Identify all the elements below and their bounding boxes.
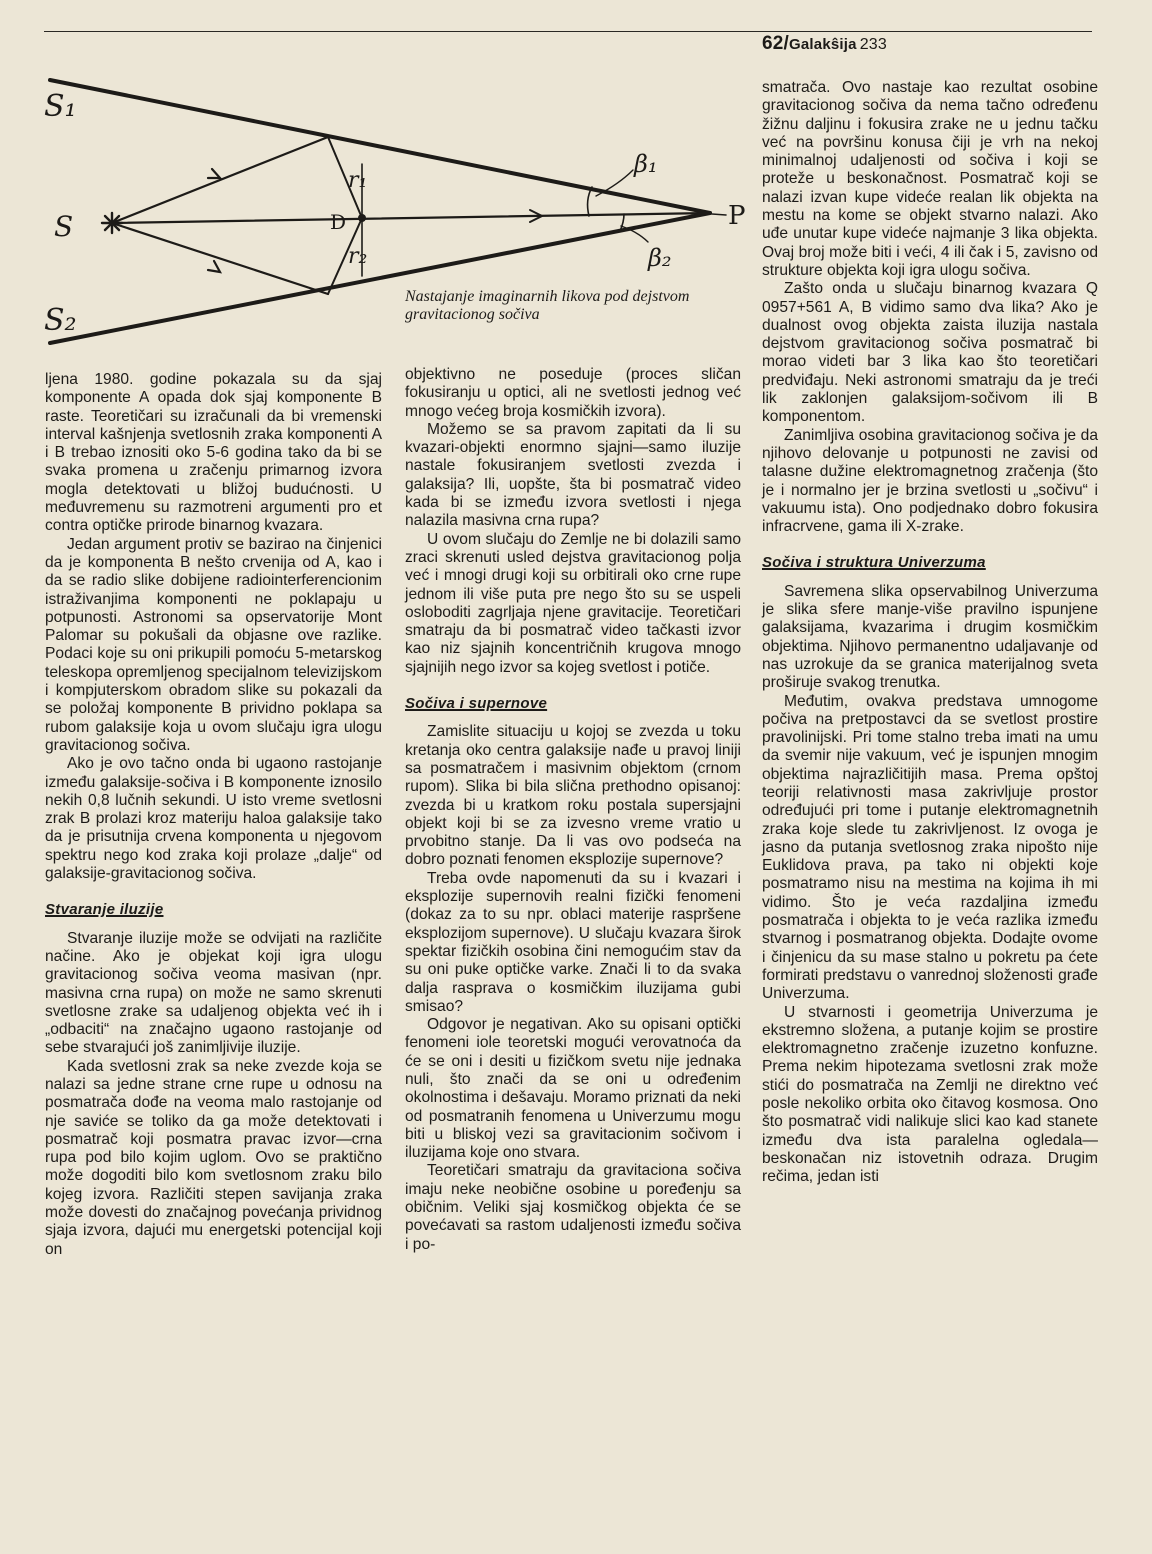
angle-arc-beta1: [588, 187, 592, 216]
issue-number: 233: [859, 36, 887, 53]
paragraph: Možemo se sa pravom zapitati da li su kvazari-objekti enormno sjajni—samo iluzije nastale fokusiranjem svetlosti zvezda i galaksija? Ili, uopšte, šta bi posmatrač video kada bi se između izvora svetlosti i njega nalazila masivna crna rupa?: [405, 420, 741, 530]
label-p: P: [728, 201, 746, 231]
p-pointer: [712, 214, 726, 215]
column-2: [405, 366, 741, 1254]
column-3: [762, 79, 1098, 1187]
lens-point: [358, 214, 366, 222]
ray-s-lower: [112, 223, 328, 294]
paragraph: smatrača. Ovo nastaje kao rezultat osobine gravitacionog sočiva da nema tačno određenu žižnu daljinu i fokusira zrake ne u jednu tačku već na površinu konusa čiji je vrh na nekoj minimalnoj udaljenosti od sočiva i koji se proteže u beskonačnost. Posmatrač koji se nalazi izvan kupe videće realan lik objekta na mestu na kome se objekt stvarno nalazi. Ako uđe unutar kupe videće najmanje 3 lika objekta. Ovaj broj može biti i veći, 4 ili čak i 5, zavisno od strukture objekta koji igra ulogu sočiva.: [762, 79, 1098, 279]
paragraph: Jedan argument protiv se bazirao na činjenici da je komponenta B nešto crvenija od A, kao i da se radio slike dobijene radiointerferencionim istraživanjima komponenti ne poklapaju u potpunosti. Astronomi sa opservatorije Mont Palomar su pokušali da objasne ove razlike. Podaci koje su oni prikupili pomoću 5-metarskog teleskopa opremljenog specijalnom televizijskom i kompjuterskom obradom slike su pokazali da se položaj komponente B prividno poklapa sa rubom galaksije koja u ovom slučaju igra ulogu gravitacionog sočiva.: [45, 535, 382, 754]
paragraph: U stvarnosti i geometrija Univerzuma je ekstremno složena, a putanje kojim se prostire elektromagnetno zračenje izuzetno konfuzne. Prema nekim hipotezama svetlosni zrak može stići do posmatrača na Zemlji ne direktno već posle nekoliko orbita oko čitavog kosmosa. Ono što posmatrač vidi nalikuje slici kao kad stanete između dva ista paralelna ogledala—beskonačan niz istovetnih odraza. Drugim rečima, jedan isti: [762, 1003, 1098, 1186]
paragraph: Odgovor je negativan. Ako su opisani optički fenomeni iole teoretski mogući verovatnoća da će se oni i desiti u fizičkom svetu nije jednaka nuli, što znači da se oni u određenim okolnostima i dešavaju. Moramo priznati da neki od posmatranih fenomena u Univerzumu mogu biti u bliskoj vezi sa gravitacionim sočivom i iluzijama koje ono stvara.: [405, 1016, 741, 1162]
label-beta2: β₂: [648, 244, 672, 272]
label-d: D: [330, 210, 347, 234]
paragraph: Kada svetlosni zrak sa neke zvezde koja se nalazi sa jedne strane crne rupe u odnosu na posmatrača dođe na veoma malo rastojanje od nje saviće se toliko da ga može detektovati i posmatrač koji posmatra pravac izvor—crna rupa pod bilo kojim uglom. Ovo se praktično može dogoditi bilo kom svetlosnom zraku bilo kojeg izvora. Različiti stepen savijanja zraka može dovesti do značajnog povećanja prividnog sjaja izvora, dajući mu energetski potencijal koji on: [45, 1057, 382, 1258]
section-heading: Sočiva i supernove: [405, 695, 548, 713]
paragraph: objektivno ne poseduje (proces sličan fokusiranju u optici, ali ne svetlosti jednog već mnogo većeg broja kosmičkih izvora).: [405, 366, 741, 420]
label-r2: r₂: [348, 244, 368, 269]
paragraph: Savremena slika opservabilnog Univerzuma je slika sfere manje-više pravilno ispunjene galaksijama, kvazarima i drugim kosmičkim objektima. Njihovo permanentno udaljavanje od nas uzrokuje da se granica materijalnog sveta proširuje svakog trenutka.: [762, 582, 1098, 692]
source-star-icon: [102, 213, 122, 233]
page-header: [762, 33, 887, 55]
label-r1: r₁: [348, 168, 368, 193]
column-1: [45, 371, 382, 1259]
paragraph: Zanimljiva osobina gravitacionog sočiva je da njihovo delovanje u potpunosti ne zavisi od talasne dužine elektromagnetnog zračenja (što je i normalno jer je brzina svetlosti u „sočivu“ i vakuumu ista). Ono podjednako dobro fokusira infracrvene, gama ili X-zrake.: [762, 426, 1098, 536]
figure-caption: Nastajanje imaginarnih likova pod dejstvom gravitacionog sočiva: [405, 288, 690, 323]
section-heading: Stvaranje iluzije: [45, 901, 164, 919]
arrow-upper-ray: [208, 169, 220, 178]
ray-s-upper: [112, 137, 328, 223]
axis-s-p: [112, 213, 710, 223]
paragraph: Ako je ovo tačno onda bi ugaono rastojanje između galaksije-sočiva i B komponente iznosilo nekih 0,8 lučnih sekundi. U isto vreme svetlosni zrak B prolazi kroz materiju haloa galaksije tako da je prisutnija crvena komponenta u njegovom spektru nego kod zraka koji prolaze „dalje“ od galaksije-gravitacionog sočiva.: [45, 755, 382, 883]
paragraph: Zašto onda u slučaju binarnog kvazara Q 0957+561 A, B vidimo samo dva lika? Ako je dualnost ovog objekta zaista iluzija nastala dejstvom gravitacionog sočiva posmatrač bi morao videti bar 3 lika kao što teoretičari predviđaju. Neki astronomi smatraju da je treći lik zaklonjen galaksijom-sočivom ili B komponentom.: [762, 280, 1098, 426]
section-heading: Sočiva i struktura Univerzuma: [762, 554, 986, 572]
paragraph: ljena 1980. godine pokazala su da sjaj komponente A opada dok sjaj komponente B raste. Teoretičari su izračunali da bi vremenski interval kašnjenja svetlosnih zraka komponenti A i B trebao iznositi oko 5-6 godina tako da bi se svaka promena u zračenju primarnog izvora mogla detektovati u bližoj budućnosti. U međuvremenu su razmotreni argumenti pro et contra optičke prirode binarnog kvazara.: [45, 371, 382, 535]
paragraph: Treba ovde napomenuti da su i kvazari i eksplozije supernovih realni fizički fenomeni (dokaz za to su npr. oblaci materije raspršene eksplozijom supernove). U slučaju kvazara širok spektar fizičkih osobina čini nemogućim stav da su oni puke optičke varke. Znači li to da svaka dalja rasprava o kosmičkim iluzijama gubi smisao?: [405, 869, 741, 1015]
header-rule: [44, 31, 1092, 32]
label-s2: S₂: [44, 303, 77, 338]
label-s1: S₁: [44, 89, 77, 124]
arrow-lower-ray: [208, 261, 220, 272]
paragraph: Međutim, ovakva predstava umnogome počiva na pretpostavci da se svetlost prostire pravolinijski. Pri tome stalno treba imati na umu da svemir nije vakuum, već je ispunjen mnogim objektima najrazličitijih masa. Prema opštoj teoriji relativnosti masa zakrivljuje prostor određujući pri tome i putanje elektromagnetnih zraka koje slede tu zakrivljenost. Iz ovoga je jasno da putanja svetlosnog zraka nipošto nije Euklidova prava, pa tako ni objekti koje posmatramo nisu na mestima na kojima ih mi vidimo. Što je veća razdaljina između posmatrača i objekta to je veća razlika između stvarnog i posmatranog objekta. Dodajte ovome i činjenicu da su mase stalno u pokretu pa ćete formirati predstavu o vanrednoj složenosti građe Univerzuma.: [762, 692, 1098, 1003]
paragraph: Teoretičari smatraju da gravitaciona sočiva imaju neke neobične osobine u poređenju sa običnim. Veliki sjaj kosmičkog objekta će se povećavati sa rastom udaljenosti između sočiva i po-: [405, 1162, 741, 1253]
paragraph: Zamislite situaciju u kojoj se zvezda u toku kretanja oko centra galaksije nađe u pravoj liniji sa posmatračem i masivnim objektom (crnom rupom). Slika bi bila slična prethodno opisanoj: zvezda bi u kratkom roku postala supersjajni objekt koji bi se za izvesno vreme vratio u prvobitno stanje. Da li vas ovo podseća na dobro poznati fenomen eksplozije supernove?: [405, 723, 741, 869]
paragraph: Stvaranje iluzije može se odvijati na različite načine. Ako je objekat koji igra ulogu gravitacionog sočiva veoma masivan (npr. masivna crna rupa) on može ne samo skrenuti svetlosne zrake sa udaljenog objekta već ih i „odbaciti“ na značajno ugaono rastojanje od sebe stvarajući još zanimljivije iluzije.: [45, 929, 382, 1057]
ray-s1-p: [50, 80, 710, 213]
label-s: S: [54, 210, 74, 243]
label-beta1: β₁: [634, 150, 658, 178]
page-number: 62/: [762, 33, 790, 54]
paragraph: U ovom slučaju do Zemlje ne bi dolazili samo zraci skrenuti usled dejstva gravitacionog polja već i mnogi drugi koji su orbitirali oko crne rupe jednom ili više puta pre nego što su se uspeli osloboditi zagrljaja njene gravitacije. Teoretičari smatraju da bi posmatrač video tačkasti izvor kao niz sjajnih koncentričnih krugova mnogo sjajnijih nego izvor sa kojeg svetlost i potiče.: [405, 530, 741, 676]
publication-name: Galakŝija: [789, 36, 857, 53]
